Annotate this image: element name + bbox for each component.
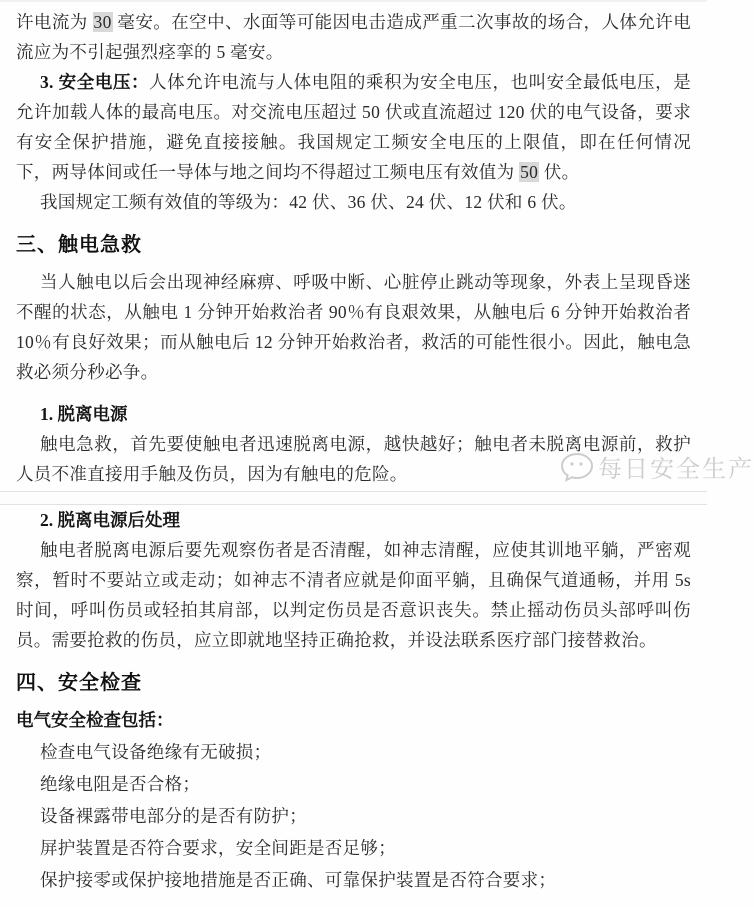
list-item: 设备裸露带电部分的是否有防护；: [40, 806, 307, 826]
highlighted-value-30: 30: [93, 12, 112, 32]
paragraph-allowed-current: [16, 7, 691, 67]
list-item: 屏护装置是否符合要求，安全间距是否足够；: [40, 838, 396, 858]
check-list-intro: 电气安全检查包括：: [16, 710, 174, 730]
paragraph-after-disconnect: 触电者脱离电源后要先观察伤者是否清醒，如神志清醒，应使其训地平躺，严密观察，暂时不要站立或走动；如神志不清者应就是仰面平躺，且确保气道通畅，并用 5s 时间，呼叫伤员或轻拍其肩部，以判定伤员是否意识丧失。禁止摇动伤员头部呼叫伤员。需要抢救的伤员，应立即就地坚持正确抢救，并设法联系医疗部门接替救治。: [16, 540, 691, 650]
paragraph-text: 伏。: [539, 162, 580, 182]
inline-subheading-safe-voltage: 3. 安全电压：: [40, 72, 150, 92]
paragraph-text: 人体允许电流与人体电阻的乘积为安全电压，也叫安全最低电压，是允许加载人体的最高电压。对交流电压超过 50 伏或直流超过 120 伏的电气设备，要求有安全保护措施，避免直接接触。我国规定工频安全电压的上限值，即在任何情况下，两导体间或任一导体与地之间均不得超过工频电压有效值为: [16, 72, 691, 182]
section-heading-electric-shock-first-aid: 三、触电急救: [16, 234, 142, 256]
document-body: [0, 2, 707, 895]
list-item: 保护接零或保护接地措施是否正确、可靠保护装置是否符合要求；: [40, 870, 557, 890]
subheading-disconnect-power: 1. 脱离电源: [40, 404, 128, 424]
subheading-after-disconnect: 2. 脱离电源后处理: [40, 510, 180, 530]
page-divider: [0, 491, 707, 505]
list-item: 绝缘电阻是否合格；: [40, 774, 201, 794]
paragraph-voltage-grades: 我国规定工频有效值的等级为：42 伏、36 伏、24 伏、12 伏和 6 伏。: [40, 192, 577, 212]
paragraph-text: 毫安。在空中、水面等可能因电击造成严重二次事故的场合，人体允许电流应为不引起强烈痉挛的 5 毫安。: [16, 12, 691, 62]
paragraph-text: 许电流为: [16, 12, 93, 32]
paragraph-first-aid-timing: 当人触电以后会出现神经麻痹、呼吸中断、心脏停止跳动等现象，外表上呈现昏迷不醒的状态，从触电 1 分钟开始救治者 90％有良艰效果，从触电后 6 分钟开始救治者 10％有良好效果；而从触电后 12 分钟开始救治者，救活的可能性很小。因此，触电急救必须分秒必争。: [16, 272, 691, 382]
watermark-label: 每日安全生产: [598, 456, 754, 483]
highlighted-value-50: 50: [520, 162, 539, 182]
list-item: 检查电气设备绝缘有无破损；: [40, 742, 272, 762]
paragraph-safe-voltage: [16, 67, 691, 187]
safety-check-list: [16, 737, 691, 895]
paragraph-disconnect-power: 触电急救，首先要使触电者迅速脱离电源，越快越好；触电者未脱离电源前，救护人员不准直接用手触及伤员，因为有触电的危险。: [16, 434, 691, 484]
section-heading-safety-inspection: 四、安全检查: [16, 672, 142, 694]
